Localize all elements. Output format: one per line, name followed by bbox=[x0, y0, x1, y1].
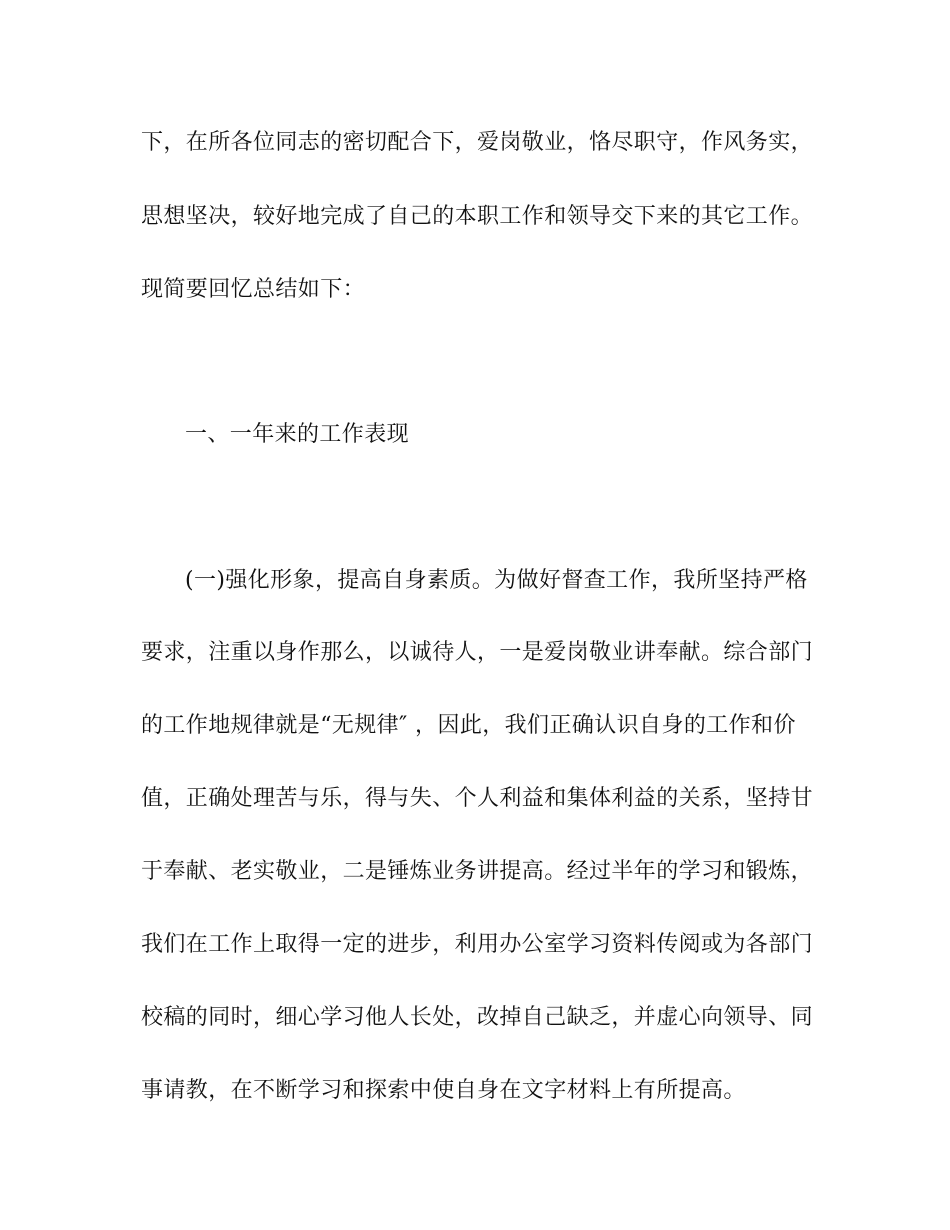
paragraph-line-8: 事请教，在不断学习和探索中使自身在文字材料上有所提高。 bbox=[141, 1078, 746, 1103]
paragraph-line-2: 要求，注重以身作那么，以诚待人，一是爱岗敬业讲奉献。综合部门 bbox=[141, 640, 814, 665]
intro-line-1: 下，在所各位同志的密切配合下，爱岗敬业，恪尽职守，作风务实， bbox=[141, 130, 814, 155]
section-heading: 一、一年来的工作表现 bbox=[185, 422, 410, 447]
intro-line-3: 现简要回忆总结如下： bbox=[141, 277, 366, 302]
paragraph-line-5: 于奉献、老实敬业，二是锤炼业务讲提高。经过半年的学习和锻炼， bbox=[141, 859, 814, 884]
paragraph-line-6: 我们在工作上取得一定的进步，利用办公室学习资料传阅或为各部门 bbox=[141, 932, 814, 957]
intro-line-2: 思想坚决，较好地完成了自己的本职工作和领导交下来的其它工作。 bbox=[141, 204, 814, 229]
paragraph-line-1: (一)强化形象，提高自身素质。为做好督查工作，我所坚持严格 bbox=[185, 568, 808, 593]
paragraph-line-4: 值，正确处理苦与乐，得与失、个人利益和集体利益的关系，坚持甘 bbox=[141, 786, 814, 811]
paragraph-line-3: 的工作地规律就是“无规律″ ，因此，我们正确认识自身的工作和价 bbox=[141, 713, 796, 738]
paragraph-line-7: 校稿的同时，细心学习他人长处，改掉自己缺乏，并虚心向领导、同 bbox=[141, 1005, 814, 1030]
